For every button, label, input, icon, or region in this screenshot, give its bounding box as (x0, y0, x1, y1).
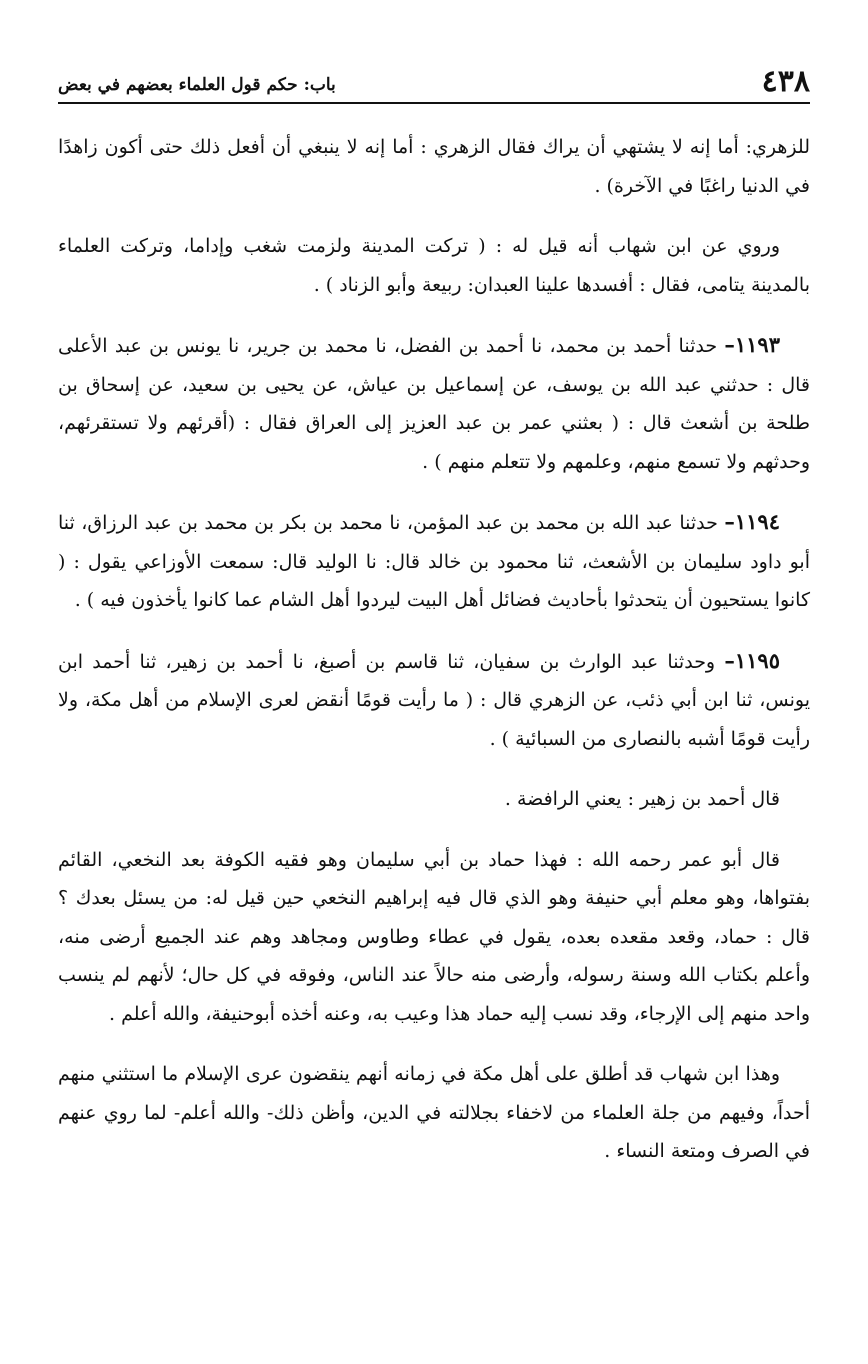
paragraph-text: حدثنا أحمد بن محمد، نا أحمد بن الفضل، نا محمد بن جرير، نا يونس بن عبد الأعلى قال : حدثني عبد الله بن يوسف، عن إسماعيل بن عياش، عن يحيى بن سعيد، عن إسحاق بن طلحة بن أشعث قال : ( بعثني عمر بن عبد العزيز إلى العراق فقال : (أقرئهم ولا تستقرئهم، وحدثهم ولا تسمع منهم، وعلمهم ولا تتعلم منهم ) . (58, 335, 810, 473)
paragraph-text: وحدثنا عبد الوارث بن سفيان، ثنا قاسم بن أصبغ، نا أحمد بن زهير، ثنا أحمد ابن يونس، ثنا ابن أبي ذئب، عن الزهري قال : ( ما رأيت قومًا أنقض لعرى الإسلام من أهل مكة، ولا رأيت قومًا أشبه بالنصارى من السبائية ) . (58, 650, 810, 750)
paragraph-text: قال أحمد بن زهير : يعني الرافضة . (504, 788, 780, 810)
paragraph-text: حدثنا عبد الله بن محمد بن عبد المؤمن، نا محمد بن بكر بن محمد بن عبد الرزاق، ثنا أبو داود سليمان بن الأشعث، ثنا محمود بن خالد قال: نا الوليد قال: سمعت الأوزاعي يقول : ( كانوا يستحيون أن يتحدثوا بأحاديث فضائل أهل البيت ليردوا أهل الشام عما كانوا يأخذون فيه ) . (58, 512, 810, 611)
page-header (58, 62, 810, 104)
paragraph (58, 128, 810, 205)
paragraph-text: وروي عن ابن شهاب أنه قيل له : ( تركت المدينة ولزمت شغب وإداما، وتركت العلماء بالمدينة يتامى، فقال : أفسدها علينا العبدان: ربيعة وأبو الزناد ) . (58, 235, 810, 296)
page-number: ٤٣٨ (761, 64, 810, 99)
paragraph (58, 227, 810, 304)
paragraph-text: قال أبو عمر رحمه الله : فهذا حماد بن أبي سليمان وهو فقيه الكوفة بعد النخعي، القائم بفتواها، وهو معلم أبي حنيفة وهو الذي قال فيه إبراهيم النخعي حين قيل له: من يسئل بعدك ؟ قال : حماد، وقعد مقعده بعده، يقول في عطاء وطاوس ومجاهد وهم عند الجميع أرضى منه، وأعلم بكتاب الله وسنة رسوله، وأرضى منه حالاً عند الناس، وفوقه في كل حال؛ لأنهم لم ينسب واحد منهم إلى الإرجاء، وقد نسب إليه حماد هذا وعيب به، وعنه أخذه أبوحنيفة، والله أعلم . (58, 848, 810, 1025)
paragraph (58, 841, 810, 1034)
paragraph-text: وهذا ابن شهاب قد أطلق على أهل مكة في زمانه أنهم ينقضون عرى الإسلام ما استثني منهم أحداً، وفيهم من جلة العلماء من لاخفاء بجلالته في الدين، وأظن ذلك- والله أعلم- لما روي عنهم في الصرف ومتعة النساء . (58, 1063, 810, 1162)
paragraph-text: للزهري: أما إنه لا يشتهي أن يراك فقال الزهري : أما إنه لا ينبغي أن أفعل ذلك حتى أكون زاهدًا في الدنيا راغبًا في الآخرة) . (58, 136, 810, 197)
hadith-number: ١١٩٣– (724, 332, 780, 357)
running-title: باب: حكم قول العلماء بعضهم في بعض (58, 75, 336, 95)
hadith-number: ١١٩٤– (724, 509, 780, 534)
hadith-paragraph (58, 642, 810, 759)
page-body (58, 128, 810, 1193)
hadith-paragraph (58, 503, 810, 620)
paragraph (58, 780, 810, 819)
hadith-paragraph (58, 326, 810, 481)
hadith-number: ١١٩٥– (724, 647, 780, 673)
paragraph (58, 1055, 810, 1171)
